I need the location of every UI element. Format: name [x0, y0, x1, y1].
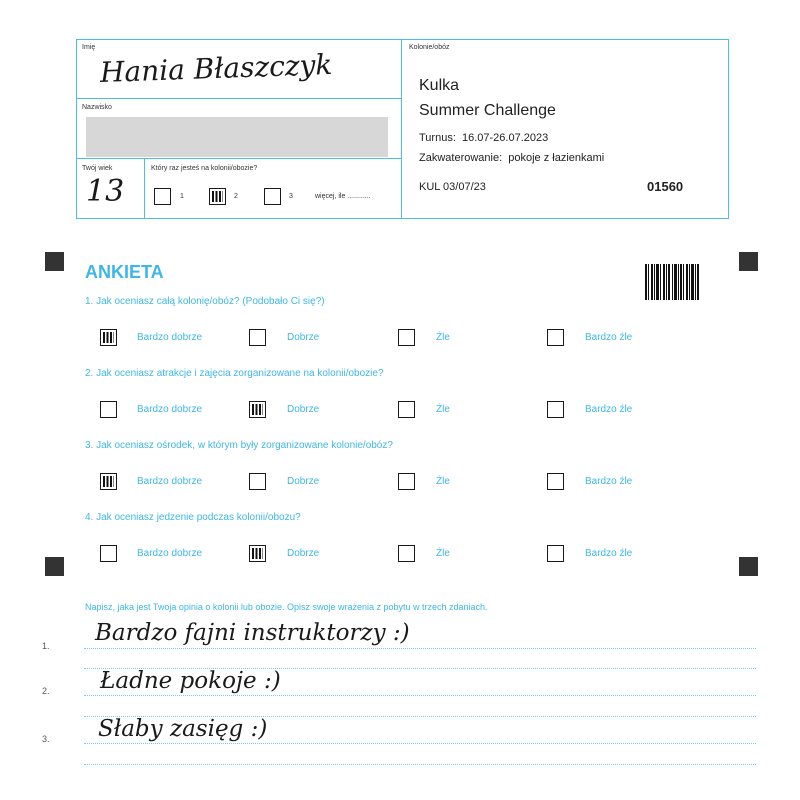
ktory-raz-checkbox-1[interactable]	[154, 188, 171, 205]
header-divider	[401, 39, 402, 218]
question-2-text: 2. Jak oceniasz atrakcje i zajęcia zorganizowane na kolonii/obozie?	[85, 368, 384, 379]
registration-marker-bottom-right	[739, 557, 758, 576]
question-3-checkbox-1[interactable]	[100, 473, 117, 490]
ktory-raz-option-3: 3	[289, 193, 293, 200]
zakwaterowanie: Zakwaterowanie: pokoje z łazienkami	[419, 152, 605, 164]
writing-line	[84, 695, 756, 696]
question-1-option-label: Bardzo źle	[585, 332, 633, 343]
question-4-text: 4. Jak oceniasz jedzenie podczas kolonii/obozu?	[85, 512, 301, 523]
question-2-option-label: Bardzo źle	[585, 404, 633, 415]
question-4-checkbox-3[interactable]	[398, 545, 415, 562]
question-3-text: 3. Jak oceniasz ośrodek, w którym były zorganizowane kolonie/obóz?	[85, 440, 393, 451]
kolonie-label: Kolonie/obóz	[409, 44, 450, 51]
ktory-raz-option-1: 1	[180, 193, 184, 200]
opinion-prompt: Napisz, jaka jest Twoja opinia o kolonii lub obozie. Opisz swoje wrażenia z pobytu w trzech zdaniach.	[85, 602, 488, 612]
registration-marker-top-left	[45, 252, 64, 271]
question-3-checkbox-2[interactable]	[249, 473, 266, 490]
opinion-line-1: Bardzo fajni instruktorzy :)	[95, 620, 410, 646]
question-2-option-label: Bardzo dobrze	[137, 404, 203, 415]
camp-code: KUL 03/07/23	[419, 181, 486, 193]
question-4-option-label: Źle	[436, 548, 450, 559]
question-2-checkbox-3[interactable]	[398, 401, 415, 418]
question-3-checkbox-3[interactable]	[398, 473, 415, 490]
question-3-option-label: Źle	[436, 476, 450, 487]
registration-marker-bottom-left	[45, 557, 64, 576]
question-4-option-label: Bardzo źle	[585, 548, 633, 559]
barcode	[645, 264, 701, 300]
row-divider-2	[76, 158, 402, 159]
camp-name-2: Summer Challenge	[419, 102, 556, 119]
question-1-option-label: Źle	[436, 332, 450, 343]
ktory-raz-option-2: 2	[234, 193, 238, 200]
question-2-checkbox-2[interactable]	[249, 401, 266, 418]
writing-line	[84, 743, 756, 744]
question-1-option-label: Bardzo dobrze	[137, 332, 203, 343]
question-3-checkbox-4[interactable]	[547, 473, 564, 490]
form-number: 01560	[647, 179, 684, 194]
ktory-raz-option-more: więcej, ile ............	[315, 193, 371, 200]
turnus: Turnus: 16.07-26.07.2023	[419, 132, 549, 144]
nazwisko-redaction	[86, 117, 388, 157]
question-4-checkbox-4[interactable]	[547, 545, 564, 562]
opinion-line-3: Słaby zasięg :)	[98, 716, 268, 742]
question-1-text: 1. Jak oceniasz całą kolonię/obóz? (Podobało Ci się?)	[85, 296, 325, 307]
survey-title: ANKIETA	[85, 262, 164, 282]
wiek-label: Twój wiek	[82, 165, 113, 172]
question-1-checkbox-4[interactable]	[547, 329, 564, 346]
question-1-checkbox-1[interactable]	[100, 329, 117, 346]
line-number-1: 1.	[42, 641, 50, 651]
nazwisko-label: Nazwisko	[82, 104, 112, 111]
line-number-2: 2.	[42, 686, 50, 696]
ktory-raz-label: Który raz jesteś na kolonii/obozie?	[151, 165, 258, 172]
question-2-option-label: Dobrze	[287, 404, 320, 415]
writing-line	[84, 764, 756, 765]
question-4-option-label: Bardzo dobrze	[137, 548, 203, 559]
question-3-option-label: Dobrze	[287, 476, 320, 487]
writing-line	[84, 648, 756, 649]
question-2-option-label: Źle	[436, 404, 450, 415]
registration-marker-top-right	[739, 252, 758, 271]
question-1-checkbox-3[interactable]	[398, 329, 415, 346]
question-4-option-label: Dobrze	[287, 548, 320, 559]
question-1-option-label: Dobrze	[287, 332, 320, 343]
line-number-3: 3.	[42, 734, 50, 744]
age-divider	[144, 158, 145, 218]
question-1-checkbox-2[interactable]	[249, 329, 266, 346]
question-3-option-label: Bardzo źle	[585, 476, 633, 487]
question-3-option-label: Bardzo dobrze	[137, 476, 203, 487]
question-4-checkbox-1[interactable]	[100, 545, 117, 562]
camp-name-1: Kulka	[419, 77, 460, 94]
wiek-value: 13	[86, 174, 125, 209]
row-divider-1	[76, 98, 402, 99]
ktory-raz-checkbox-2[interactable]	[209, 188, 226, 205]
question-2-checkbox-1[interactable]	[100, 401, 117, 418]
ktory-raz-checkbox-3[interactable]	[264, 188, 281, 205]
question-4-checkbox-2[interactable]	[249, 545, 266, 562]
opinion-line-2: Ładne pokoje :)	[100, 668, 281, 694]
imie-value: Hania Błaszczyk	[99, 47, 333, 90]
imie-label: Imię	[82, 44, 96, 51]
question-2-checkbox-4[interactable]	[547, 401, 564, 418]
